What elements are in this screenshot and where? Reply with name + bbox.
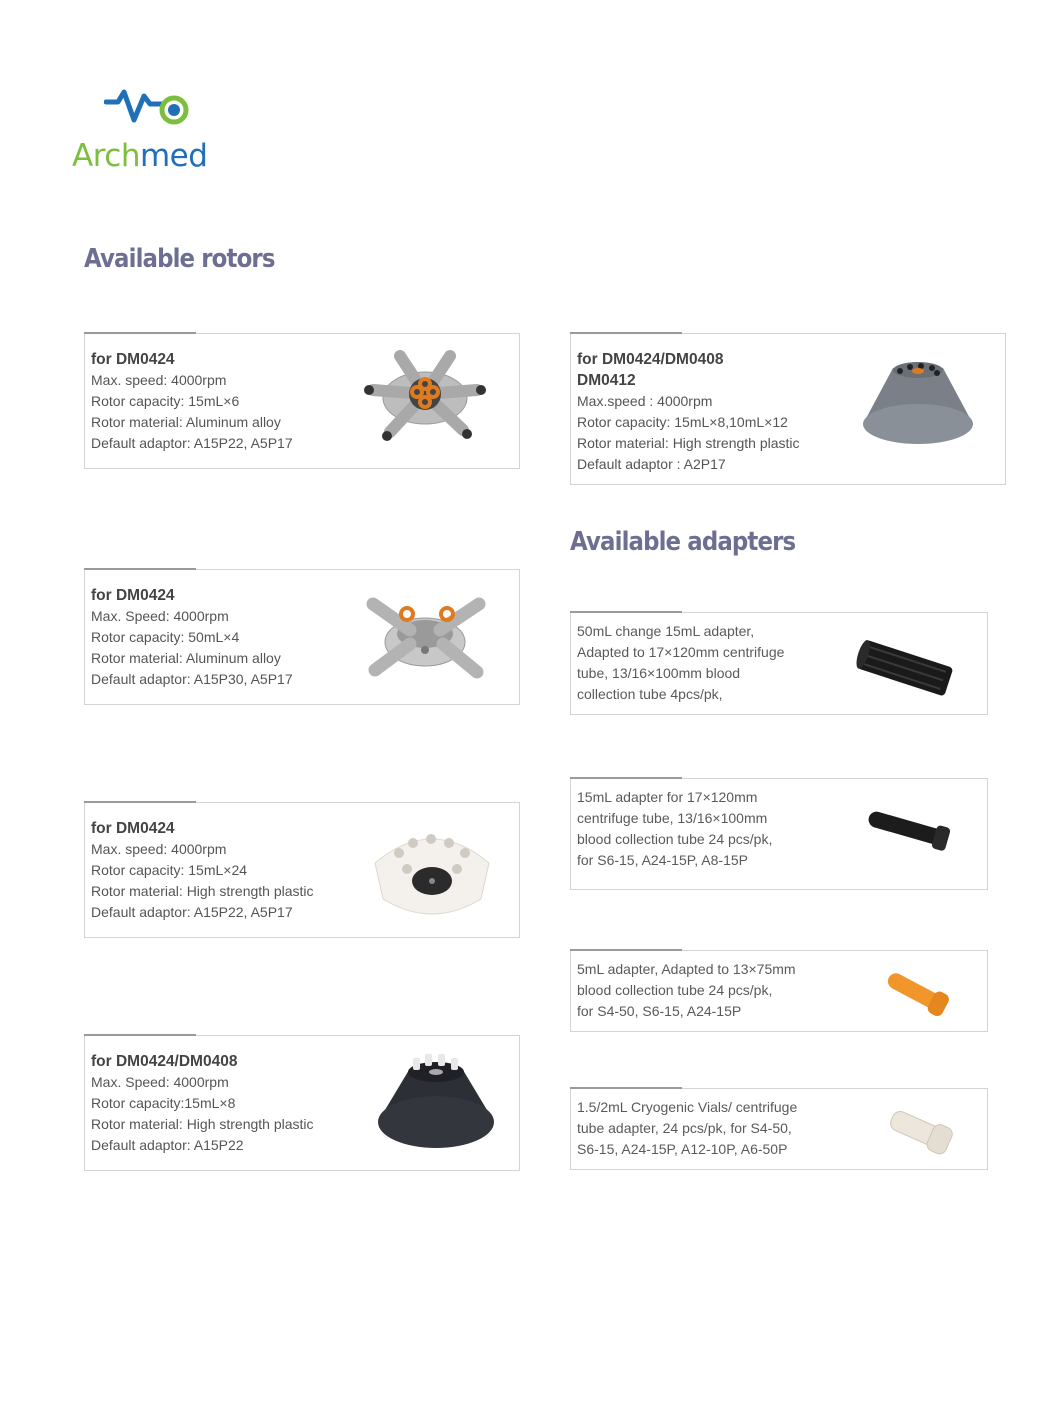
heartbeat-logo-icon	[104, 86, 194, 134]
rotor-spec: Default adaptor: A15P22, A5P17	[91, 435, 293, 451]
rotor-model: for DM0424/DM0408	[577, 351, 724, 368]
rotor-card	[570, 333, 1006, 485]
rotor-spec: Default adaptor: A15P30, A5P17	[91, 671, 293, 687]
rotor-spec: Default adaptor: A15P22, A5P17	[91, 904, 293, 920]
adapter-desc: 1.5/2mL Cryogenic Vials/ centrifuge	[577, 1099, 798, 1115]
rotor-spec: Rotor material: Aluminum alloy	[91, 414, 281, 430]
rotor-card	[84, 569, 520, 705]
white-plastic-rotor-image	[369, 819, 495, 923]
adapter-desc: 50mL change 15mL adapter,	[577, 623, 755, 639]
black-50ml-adapter-image	[853, 631, 957, 705]
four-arm-aluminum-rotor-image	[355, 588, 495, 688]
rotors-section-title: Available rotors	[84, 244, 275, 274]
rotor-model: for DM0424	[91, 351, 175, 368]
adapter-desc: for S4-50, S6-15, A24-15P	[577, 1003, 742, 1019]
adapters-section-title: Available adapters	[570, 527, 796, 557]
rotor-spec: Max. Speed: 4000rpm	[91, 1074, 229, 1090]
adapter-desc: tube adapter, 24 pcs/pk, for S4-50,	[577, 1120, 792, 1136]
rotor-card	[84, 1035, 520, 1171]
adapter-desc: tube, 13/16×100mm blood	[577, 665, 741, 681]
rotor-model-extra: DM0412	[577, 372, 636, 389]
black-plastic-angle-rotor-image	[373, 1050, 499, 1154]
adapter-card	[570, 1088, 988, 1170]
white-cryovial-adapter-image	[881, 1101, 961, 1163]
rotor-spec: Default adaptor : A2P17	[577, 456, 726, 472]
adapter-desc: blood collection tube 24 pcs/pk,	[577, 831, 773, 847]
adapter-card	[570, 612, 988, 715]
adapter-desc: S6-15, A24-15P, A12-10P, A6-50P	[577, 1141, 788, 1157]
rotor-spec: Rotor capacity: 15mL×6	[91, 393, 240, 409]
adapter-desc: centrifuge tube, 13/16×100mm	[577, 810, 768, 826]
rotor-model: for DM0424/DM0408	[91, 1053, 238, 1070]
adapter-desc: collection tube 4pcs/pk,	[577, 686, 723, 702]
rotor-spec: Rotor capacity: 15mL×24	[91, 862, 248, 878]
rotor-spec: Rotor capacity:15mL×8	[91, 1095, 236, 1111]
adapter-desc: blood collection tube 24 pcs/pk,	[577, 982, 773, 998]
adapter-desc: 15mL adapter for 17×120mm	[577, 789, 758, 805]
archmed-logo	[70, 86, 230, 178]
rotor-spec: Max. speed: 4000rpm	[91, 372, 227, 388]
rotor-spec: Max. Speed: 4000rpm	[91, 608, 229, 624]
brand-name-part1: Arch	[72, 138, 140, 174]
rotor-model: for DM0424	[91, 587, 175, 604]
rotor-spec: Rotor material: Aluminum alloy	[91, 650, 281, 666]
rotor-spec: Max.speed : 4000rpm	[577, 393, 713, 409]
orange-5ml-adapter-image	[877, 961, 959, 1025]
adapter-card	[570, 950, 988, 1032]
rotor-model: for DM0424	[91, 820, 175, 837]
brand-name-part2: med	[139, 138, 208, 174]
rotor-spec: Rotor material: High strength plastic	[577, 435, 800, 451]
rotor-spec: Rotor material: High strength plastic	[91, 1116, 314, 1132]
six-arm-aluminum-rotor-image	[355, 348, 495, 448]
rotor-spec: Rotor capacity: 50mL×4	[91, 629, 240, 645]
adapter-desc: for S6-15, A24-15P, A8-15P	[577, 852, 748, 868]
black-15ml-adapter-image	[861, 799, 957, 861]
rotor-card	[84, 333, 520, 469]
brand-name	[72, 138, 207, 174]
rotor-spec: Max. speed: 4000rpm	[91, 841, 227, 857]
adapter-desc: Adapted to 17×120mm centrifuge	[577, 644, 785, 660]
rotor-spec: Rotor material: High strength plastic	[91, 883, 314, 899]
adapter-card	[570, 778, 988, 890]
grey-plastic-angle-rotor-image	[855, 358, 981, 448]
adapter-desc: 5mL adapter, Adapted to 13×75mm	[577, 961, 796, 977]
rotor-spec: Default adaptor: A15P22	[91, 1137, 244, 1153]
rotor-spec: Rotor capacity: 15mL×8,10mL×12	[577, 414, 788, 430]
rotor-card	[84, 802, 520, 938]
